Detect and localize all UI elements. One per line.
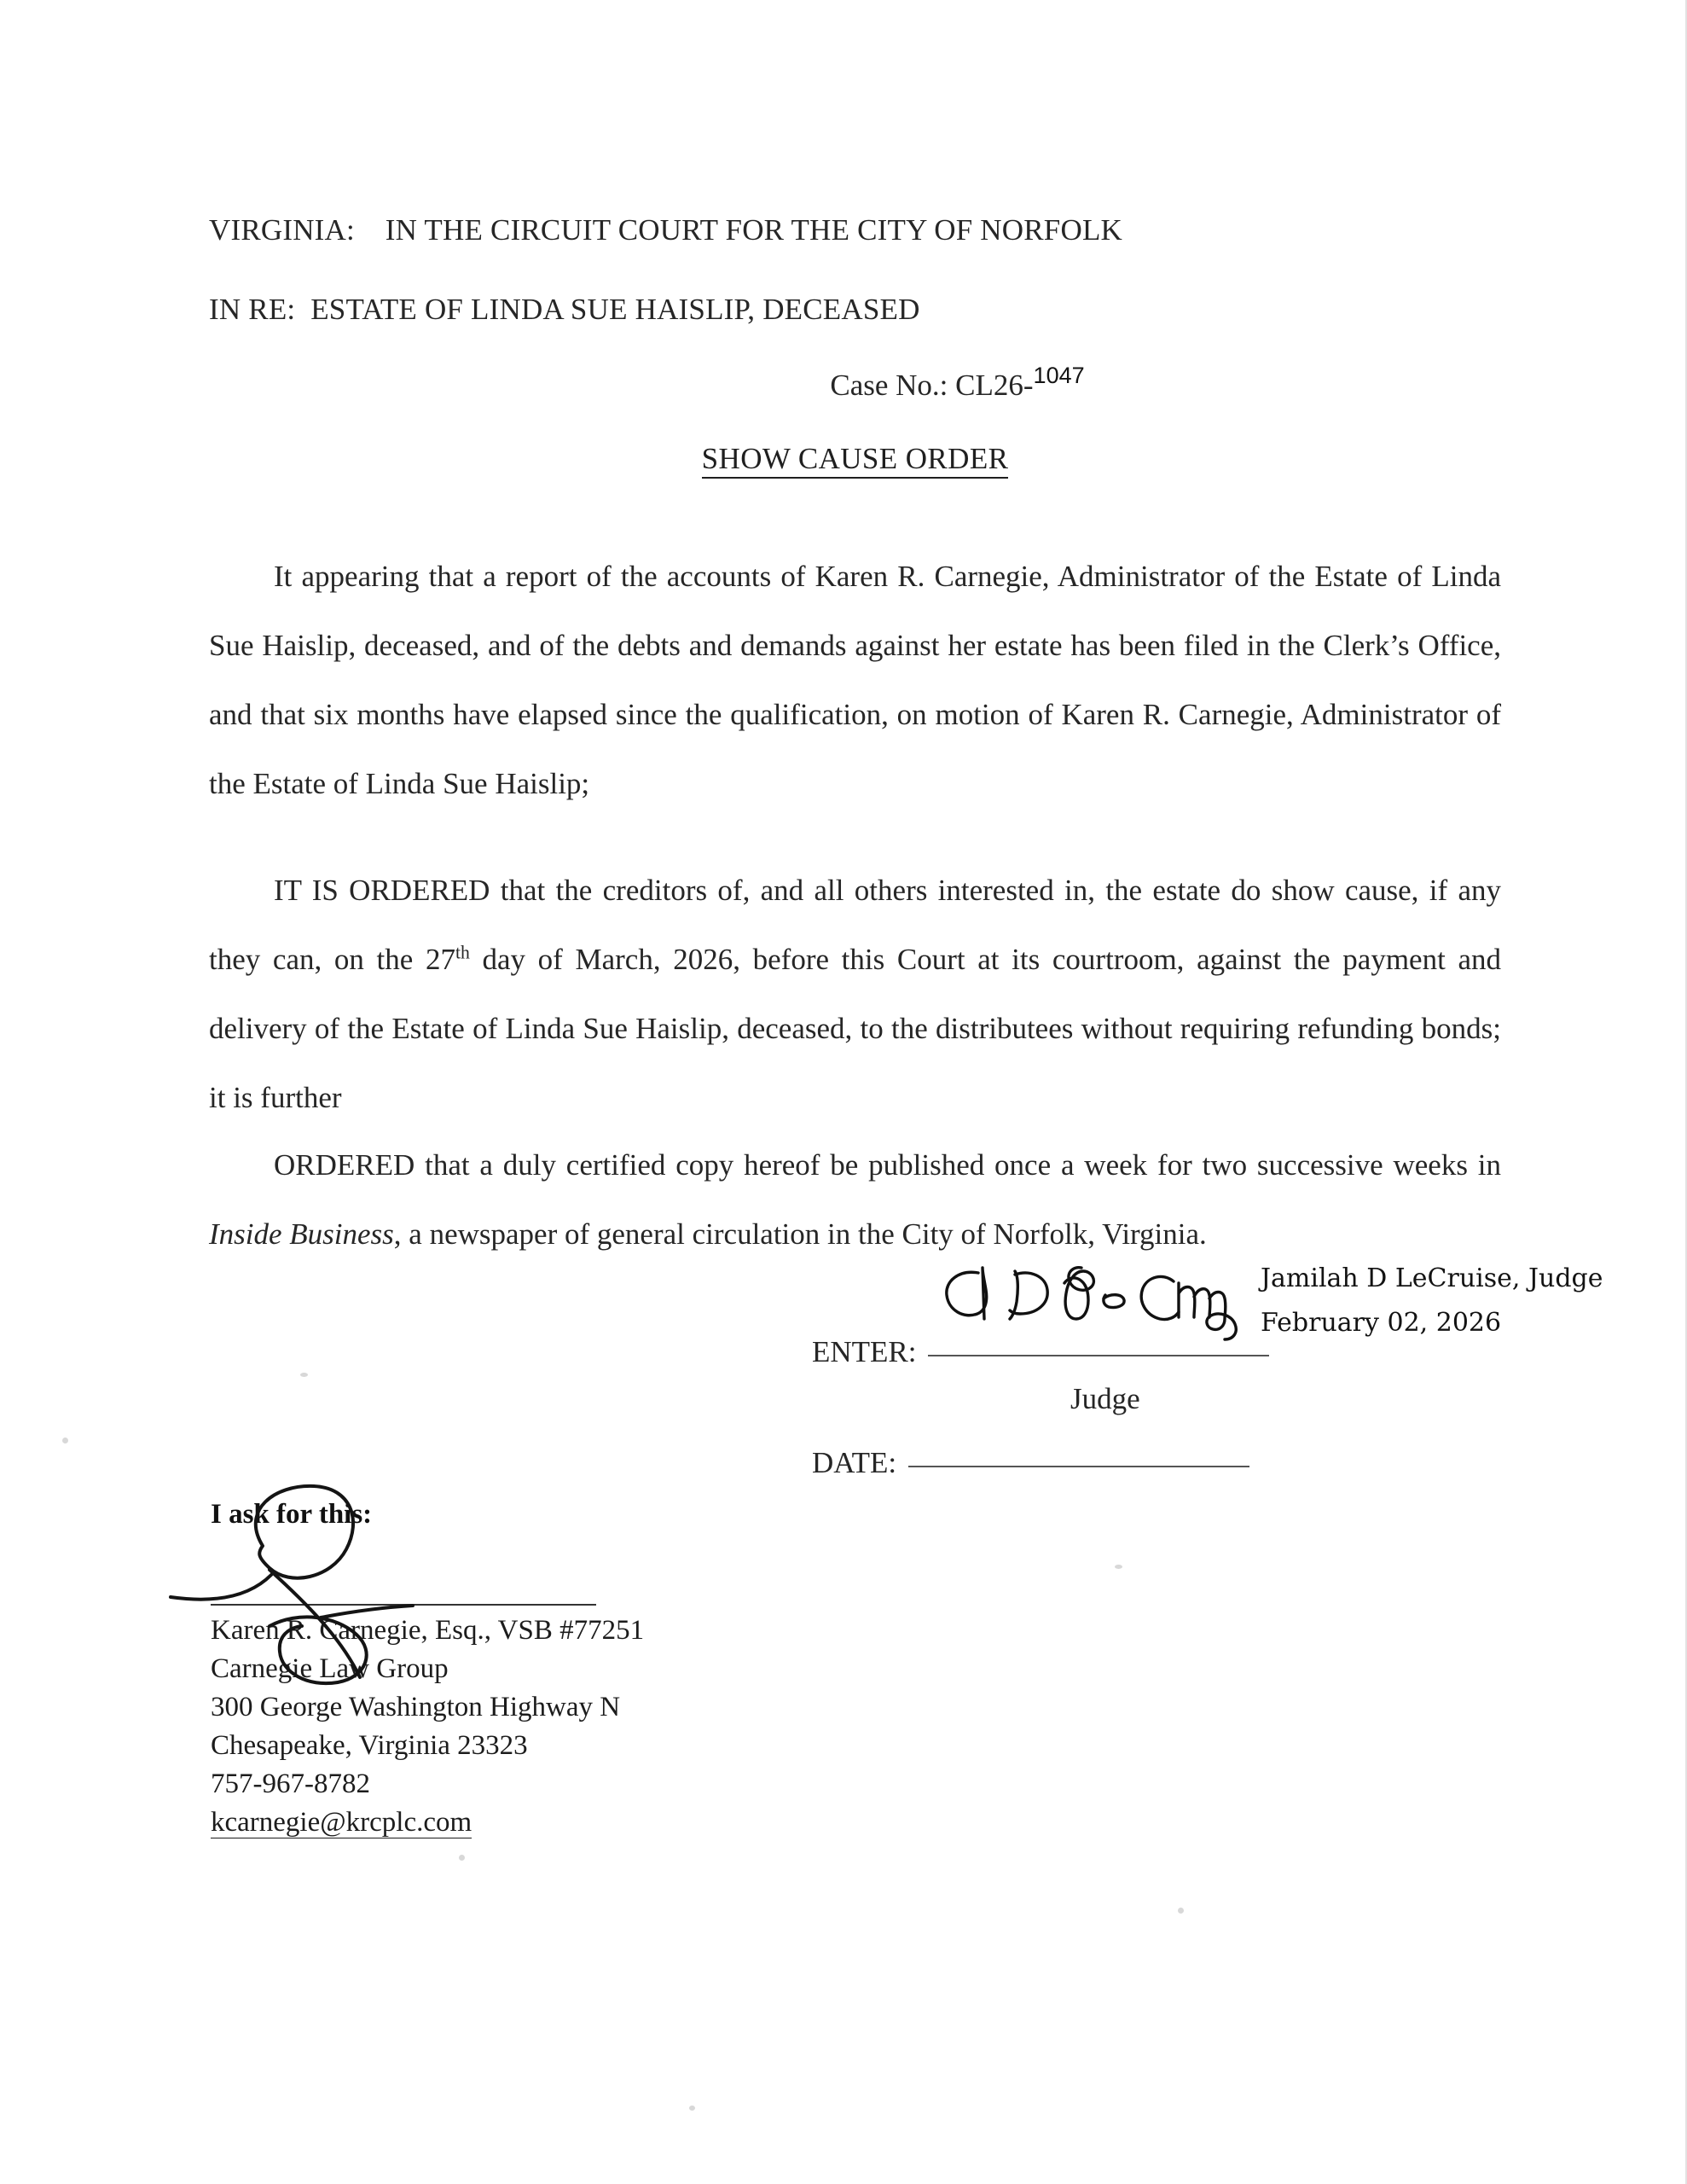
judge-caption-label: Judge [1070,1382,1140,1415]
case-number-label: Case No.: CL26- [830,369,1034,402]
in-re-line: IN RE: ESTATE OF LINDA SUE HAISLIP, DECEASED [209,293,920,326]
date-label: DATE: [812,1446,897,1479]
paragraph-it-is-ordered [209,856,1501,1132]
paragraph-publication [209,1130,1501,1269]
date-rule [908,1466,1249,1467]
ask-for-this-label: I ask for this: [211,1499,373,1530]
document-title: SHOW CAUSE ORDER [209,442,1501,476]
judge-stamp-date: February 02, 2026 [1261,1308,1502,1338]
attorney-street-address: 300 George Washington Highway N [211,1692,621,1722]
newspaper-name: Inside Business [209,1217,394,1251]
p3-text-before-newspaper: ORDERED that a duly certified copy hereof be published once a week for two successive weeks in [274,1148,1501,1182]
judge-stamp-block [1261,1257,1603,1345]
attorney-signature-rule [211,1604,596,1606]
attorney-city-state-zip: Chesapeake, Virginia 23323 [211,1730,528,1761]
attorney-contact-block [211,1612,644,1842]
enter-label: ENTER: [812,1335,917,1368]
attorney-phone: 757-967-8782 [211,1769,370,1799]
p3-text-after-newspaper: , a newspaper of general circulation in the City of Norfolk, Virginia. [393,1217,1207,1251]
scan-speckle [689,2106,695,2111]
p2-text-after-ordinal: day of March, 2026, before this Court at its courtroom, against the payment and delivery of the Estate of Linda Sue Haislip, deceased, to the distributees without requiring refunding bonds; it is further [209,943,1501,1114]
scan-speckle [459,1855,465,1861]
scan-speckle [300,1373,308,1377]
paragraph-appearing: It appearing that a report of the accounts of Karen R. Carnegie, Administrator of the Estate of Linda Sue Haislip, deceased, and of the debts and demands against her estate has been filed in the Clerk’s Office, and that six months have elapsed since the qualification, on motion of Karen R. Carnegie, Administrator of the Estate of Linda Sue Haislip; [209,560,1501,800]
jurisdiction-line: VIRGINIA: IN THE CIRCUIT COURT FOR THE CITY OF NORFOLK [209,213,1123,247]
scan-speckle [62,1438,68,1443]
attorney-email: kcarnegie@krcplc.com [211,1807,472,1838]
judge-stamp-name: Jamilah D LeCruise, Judge [1261,1263,1603,1293]
judge-signature-rule [928,1355,1269,1356]
enter-line [812,1335,1269,1369]
date-line [812,1446,1249,1480]
ordinal-suffix: th [455,942,470,963]
p2-text-before-ordinal: IT IS ORDERED that the creditors of, and all others interested in, the estate do show cause, if any they can, on the 27 [209,874,1501,976]
attorney-firm: Carnegie Law Group [211,1653,449,1684]
attorney-name-line: Karen R. Carnegie, Esq., VSB #77251 [211,1615,645,1646]
scan-speckle [1178,1908,1184,1914]
scan-speckle [1115,1565,1122,1569]
case-number-line [209,363,1501,403]
case-number-stamp: 1047 [1033,363,1085,388]
